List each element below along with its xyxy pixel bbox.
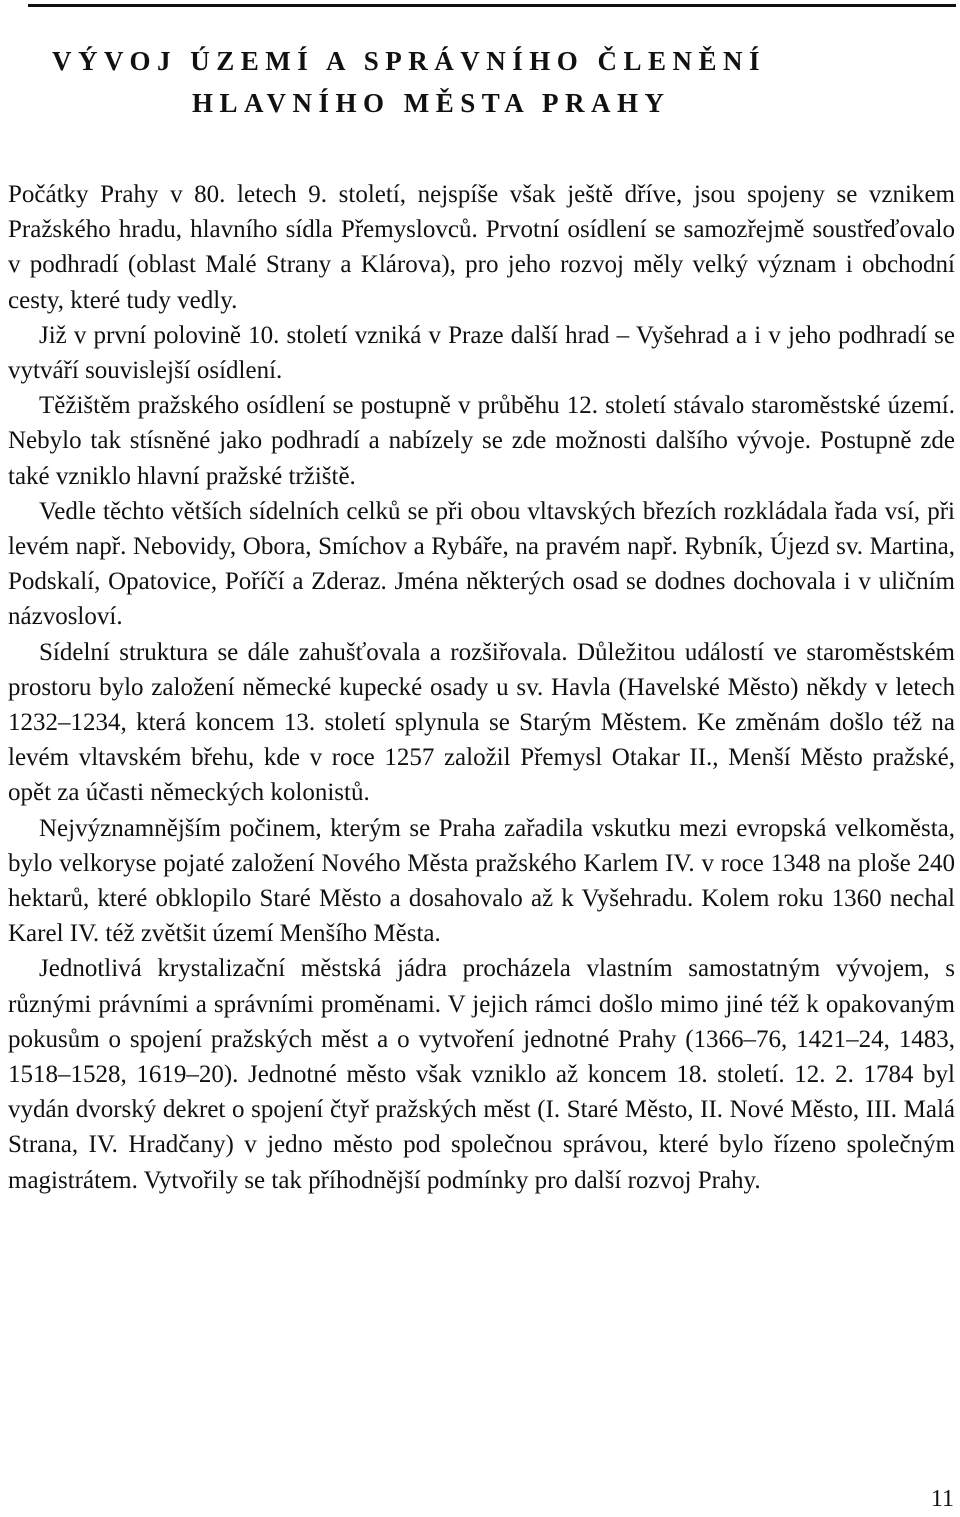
chapter-title xyxy=(52,40,932,124)
page-number: 11 xyxy=(930,1486,954,1512)
paragraph-3: Těžištěm pražského osídlení se postupně v průběhu 12. století stávalo staroměstské území. Nebylo tak stísněné jako podhradí a nabízely se zde možnosti dalšího vývoje. Postupně zde také vzniklo hlavní pražské tržiště. xyxy=(8,392,955,490)
paragraph-2: Již v první polovině 10. století vzniká v Praze další hrad – Vyšehrad a i v jeho podhradí se vytváří souvislejší osídlení. xyxy=(8,321,955,385)
body-text xyxy=(8,177,955,1198)
paragraph-7: Jednotlivá krystalizační městská jádra procházela vlastním samostatným vývojem, s různými právními a správními proměnami. V jejich rámci došlo mimo jiné též k opakovaným pokusům o spojení pražských měst a o vytvoření jednotné Prahy (1366–76, 1421–24, 1483, 1518–1528, 1619–20). Jednotné město však vzniklo až koncem 18. století. 12. 2. 1784 byl vydán dvorský dekret o spojení čtyř pražských měst (I. Staré Město, II. Nové Město, III. Malá Strana, IV. Hradčany) v jedno město pod společnou správou, které bylo řízeno společným magistrátem. Vytvořily se tak příhodnější podmínky pro další rozvoj Prahy. xyxy=(8,955,955,1194)
top-rule xyxy=(28,4,956,7)
paragraph-6: Nejvýznamnějším počinem, kterým se Praha zařadila vskutku mezi evropská velkoměsta, bylo velkoryse pojaté založení Nového Města pražského Karlem IV. v roce 1348 na ploše 240 hektarů, které obklopilo Staré Město a dosahovalo až k Vyšehradu. Kolem roku 1360 nechal Karel IV. též zvětšit území Menšího Města. xyxy=(8,814,955,948)
chapter-title-line-2: HLAVNÍHO MĚSTA PRAHY xyxy=(192,88,671,118)
paragraph-1: Počátky Prahy v 80. letech 9. století, nejspíše však ještě dříve, jsou spojeny se vznikem Pražského hradu, hlavního sídla Přemyslovců. Prvotní osídlení se samozřejmě soustřeďovalo v podhradí (oblast Malé Strany a Klárova), pro jeho rozvoj měly velký význam i obchodní cesty, které tudy vedly. xyxy=(8,181,955,314)
paragraph-5: Sídelní struktura se dále zahušťovala a rozšiřovala. Důležitou událostí ve staroměstském prostoru bylo založení německé kupecké osady u sv. Havla (Havelské Město) někdy v letech 1232–1234, která koncem 13. století splynula se Starým Městem. Ke změnám došlo též na levém vltavském břehu, kde v roce 1257 založil Přemysl Otakar II., Menší Město pražské, opět za účasti německých kolonistů. xyxy=(8,638,955,807)
chapter-title-line-1: VÝVOJ ÚZEMÍ A SPRÁVNÍHO ČLENĚNÍ xyxy=(52,46,767,76)
paragraph-4: Vedle těchto větších sídelních celků se při obou vltavských březích rozkládala řada vsí, při levém např. Nebovidy, Obora, Smíchov a Rybáře, na pravém např. Rybník, Újezd sv. Martina, Podskalí, Opatovice, Poříčí a Zderaz. Jména některých osad se dodnes dochovala i v uličním názvosloví. xyxy=(8,497,955,631)
